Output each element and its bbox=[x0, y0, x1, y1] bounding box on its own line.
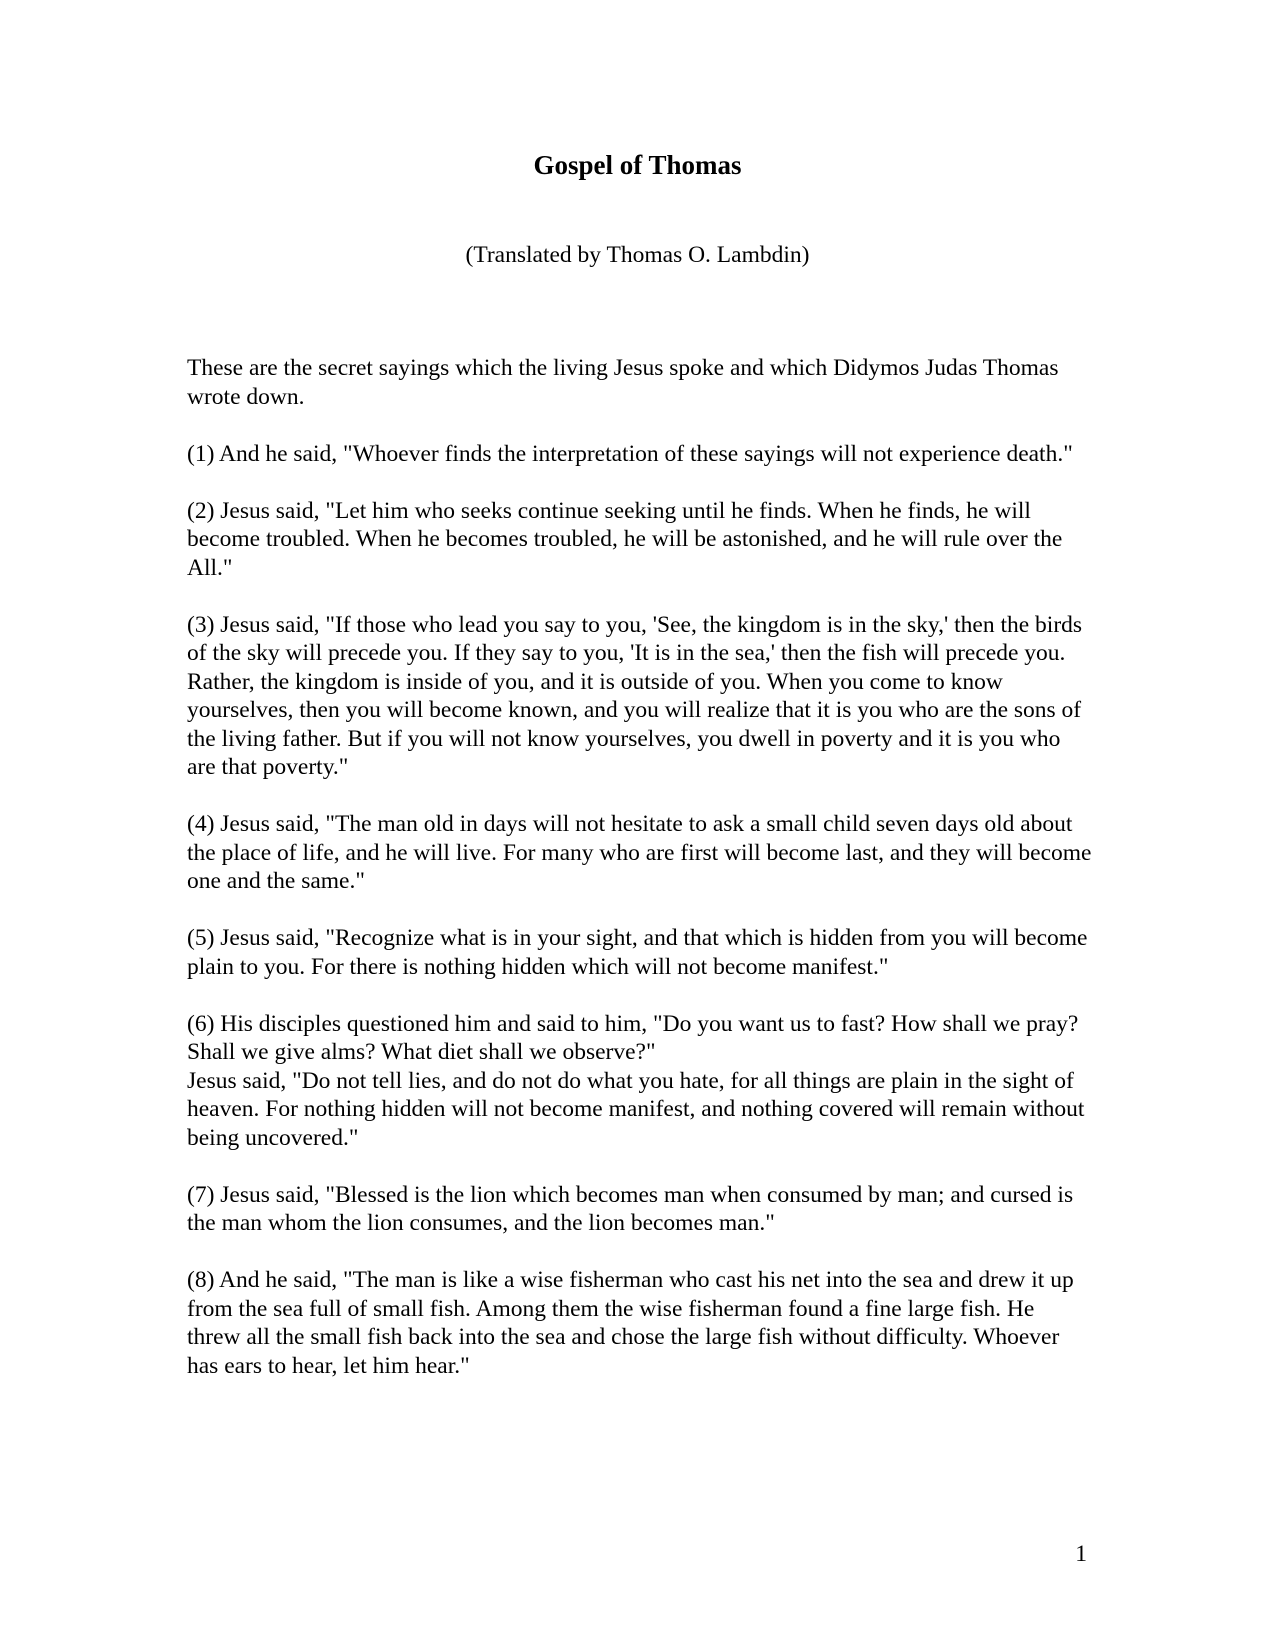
paragraph-intro: These are the secret sayings which the living Jesus spoke and which Didymos Judas Thomas wrote down. bbox=[187, 355, 1059, 410]
paragraph-saying-1: (1) And he said, "Whoever finds the interpretation of these sayings will not experience death." bbox=[187, 440, 1073, 467]
document-title: Gospel of Thomas bbox=[533, 150, 742, 180]
paragraph-saying-7: (7) Jesus said, "Blessed is the lion which becomes man when consumed by man; and cursed is the man whom the lion consumes, and the lion becomes man." bbox=[187, 1181, 1074, 1236]
paragraph-saying-3: (3) Jesus said, "If those who lead you say to you, 'See, the kingdom is in the sky,' then the birds of the sky will precede you. If they say to you, 'It is in the sea,' then the fish will precede you. Rather, the kingdom is inside of you, and it is outside of you. When you come to know yourselves, then you will become known, and you will realize that it is you who are the sons of the living father. But if you will not know yourselves, you dwell in poverty and it is you who are that poverty." bbox=[187, 611, 1083, 780]
paragraph-saying-5: (5) Jesus said, "Recognize what is in your sight, and that which is hidden from you will become plain to you. For there is nothing hidden which will not become manifest." bbox=[187, 925, 1088, 980]
paragraph-saying-6-question: (6) His disciples questioned him and said to him, "Do you want us to fast? How shall we pray? Shall we give alms? What diet shall we observe?" bbox=[187, 1010, 1079, 1065]
paragraph-saying-4: (4) Jesus said, "The man old in days will not hesitate to ask a small child seven days old about the place of life, and he will live. For many who are first will become last, and they will become one and the same." bbox=[187, 811, 1092, 894]
document-subtitle: (Translated by Thomas O. Lambdin) bbox=[465, 242, 810, 268]
paragraph-saying-2: (2) Jesus said, "Let him who seeks continue seeking until he finds. When he finds, he will become troubled. When he becomes troubled, he will be astonished, and he will rule over the All." bbox=[187, 497, 1063, 581]
document-body bbox=[187, 354, 1092, 1409]
paragraph-saying-8: (8) And he said, "The man is like a wise fisherman who cast his net into the sea and drew it up from the sea full of small fish. Among them the wise fisherman found a fine large fish. He threw all the small fish back into the sea and chose the large fish without difficulty. Whoever has ears to hear, let him hear." bbox=[187, 1267, 1074, 1379]
page-number: 1 bbox=[1075, 1541, 1087, 1567]
paragraph-saying-6-answer: Jesus said, "Do not tell lies, and do not do what you hate, for all things are plain in the sight of heaven. For nothing hidden will not become manifest, and nothing covered will remain without being uncovered." bbox=[187, 1067, 1085, 1151]
